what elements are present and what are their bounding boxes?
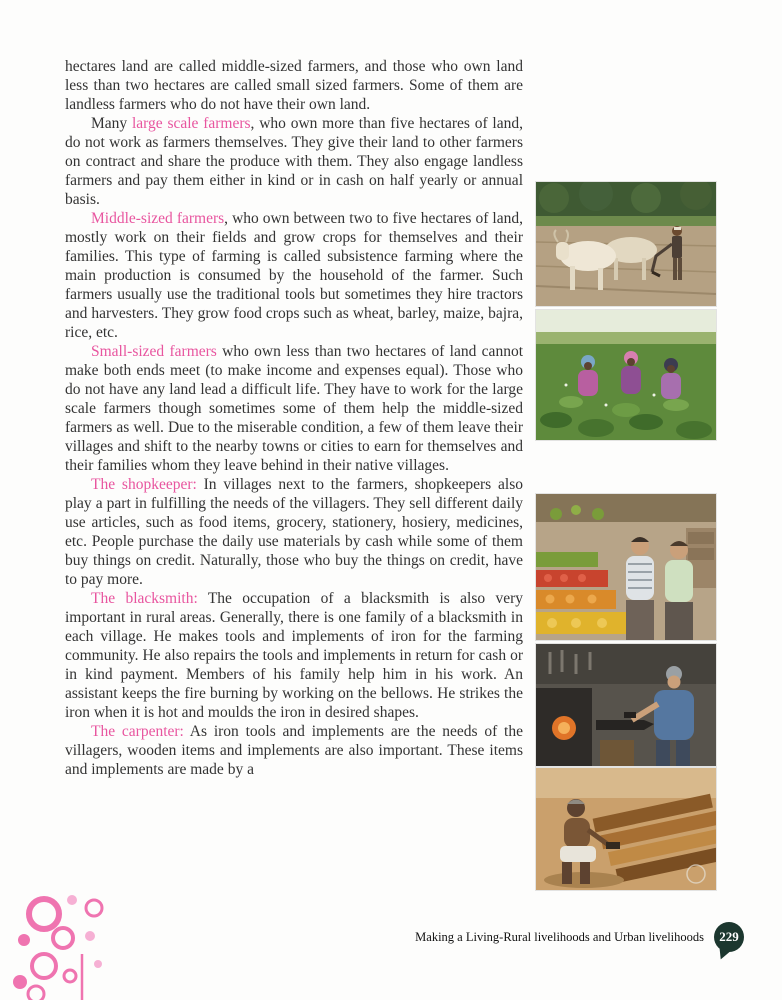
women-working-in-field-photo bbox=[536, 310, 716, 440]
para-shopkeeper bbox=[65, 475, 523, 589]
body-text-column bbox=[65, 57, 523, 779]
page-footer bbox=[415, 922, 744, 952]
carpenter-timber-illustration bbox=[536, 768, 716, 890]
field-workers-illustration bbox=[536, 310, 716, 440]
farmer-plowing-with-oxen-photo bbox=[536, 182, 716, 306]
decorative-circles-graphic bbox=[6, 888, 146, 1000]
market-stall-illustration bbox=[536, 494, 716, 640]
para-text: who own less than two hectares of land cannot make both ends meet (to make income and expenses equal). Those who do not have any land lead a difficult life. They have to work for the large scale farmers though sometimes some of them help the middle-sized farmers as well. Due to the miserable condition, a few of them leave their villages and shift to the nearby towns or cities to earn for themselves and their families whom they leave behind in their native villages. bbox=[65, 343, 523, 474]
term-shopkeeper: The shopkeeper: bbox=[91, 476, 197, 493]
term-carpenter: The carpenter: bbox=[91, 723, 184, 740]
term-large-scale-farmers: large scale farmers bbox=[131, 115, 251, 132]
footer-chapter-title: Making a Living-Rural livelihoods and Urban livelihoods bbox=[415, 929, 704, 944]
para-text: Many bbox=[91, 115, 132, 132]
plowing-scene-illustration bbox=[536, 182, 716, 306]
carpenter-with-timber-photo bbox=[536, 768, 716, 890]
para-text: hectares land are called middle-sized farmers, and those who own land less than two hectares are called small sized farmers. Some of them are landless farmers who do not have their own land. bbox=[65, 58, 523, 113]
term-middle-sized-farmers: Middle-sized farmers bbox=[91, 210, 225, 227]
page-number-badge bbox=[714, 922, 744, 952]
para-intro-continuation bbox=[65, 57, 523, 114]
blacksmith-forge-illustration bbox=[536, 644, 716, 766]
para-middle-sized-farmers bbox=[65, 209, 523, 342]
para-blacksmith bbox=[65, 589, 523, 722]
village-market-shopkeepers-photo bbox=[536, 494, 716, 640]
term-small-sized-farmers: Small-sized farmers bbox=[91, 343, 217, 360]
para-text: As iron tools and implements are the needs of the villagers, wooden items and implements are also important. These items and implements are made by a bbox=[65, 723, 523, 778]
para-text: , who own between two to five hectares of land, mostly work on their fields and grow crops for themselves and their families. This type of farming is called subsistence farming where the main production is consumed by the household of the farmer. Such farmers usually use the traditional tools but sometimes they hire tractors and harvesters. They grow food crops such as wheat, barley, maize, bajra, rice, etc. bbox=[65, 210, 523, 341]
page-number: 229 bbox=[719, 929, 739, 944]
para-large-scale-farmers bbox=[65, 114, 523, 209]
para-text: , who own more than five hectares of land, do not work as farmers themselves. They give their land to other farmers on contract and share the produce with them. They also engage landless farmers and pay them either in kind or in cash on half yearly or annual basis. bbox=[65, 115, 523, 208]
para-text: The occupation of a blacksmith is also very important in rural areas. Generally, there is one family of a blacksmith in each village. He makes tools and implements of iron for the farming community. He also repairs the tools and implements in return for cash or in kind payment. Members of his family help him in his work. An assistant keeps the fire burning by working on the bellows. He strikes the iron when it is hot and moulds the iron in desired shapes. bbox=[65, 590, 523, 721]
para-small-sized-farmers bbox=[65, 342, 523, 475]
blacksmith-at-work-photo bbox=[536, 644, 716, 766]
term-blacksmith: The blacksmith: bbox=[91, 590, 198, 607]
para-text: In villages next to the farmers, shopkeepers also play a part in fulfilling the needs of the villagers. They sell different daily use articles, such as food items, grocery, stationery, hosiery, medicines, etc. People purchase the daily use materials by cash while some of them buy things on credit. Naturally, those who buy the things on credit, have to pay more. bbox=[65, 476, 523, 588]
para-carpenter bbox=[65, 722, 523, 779]
